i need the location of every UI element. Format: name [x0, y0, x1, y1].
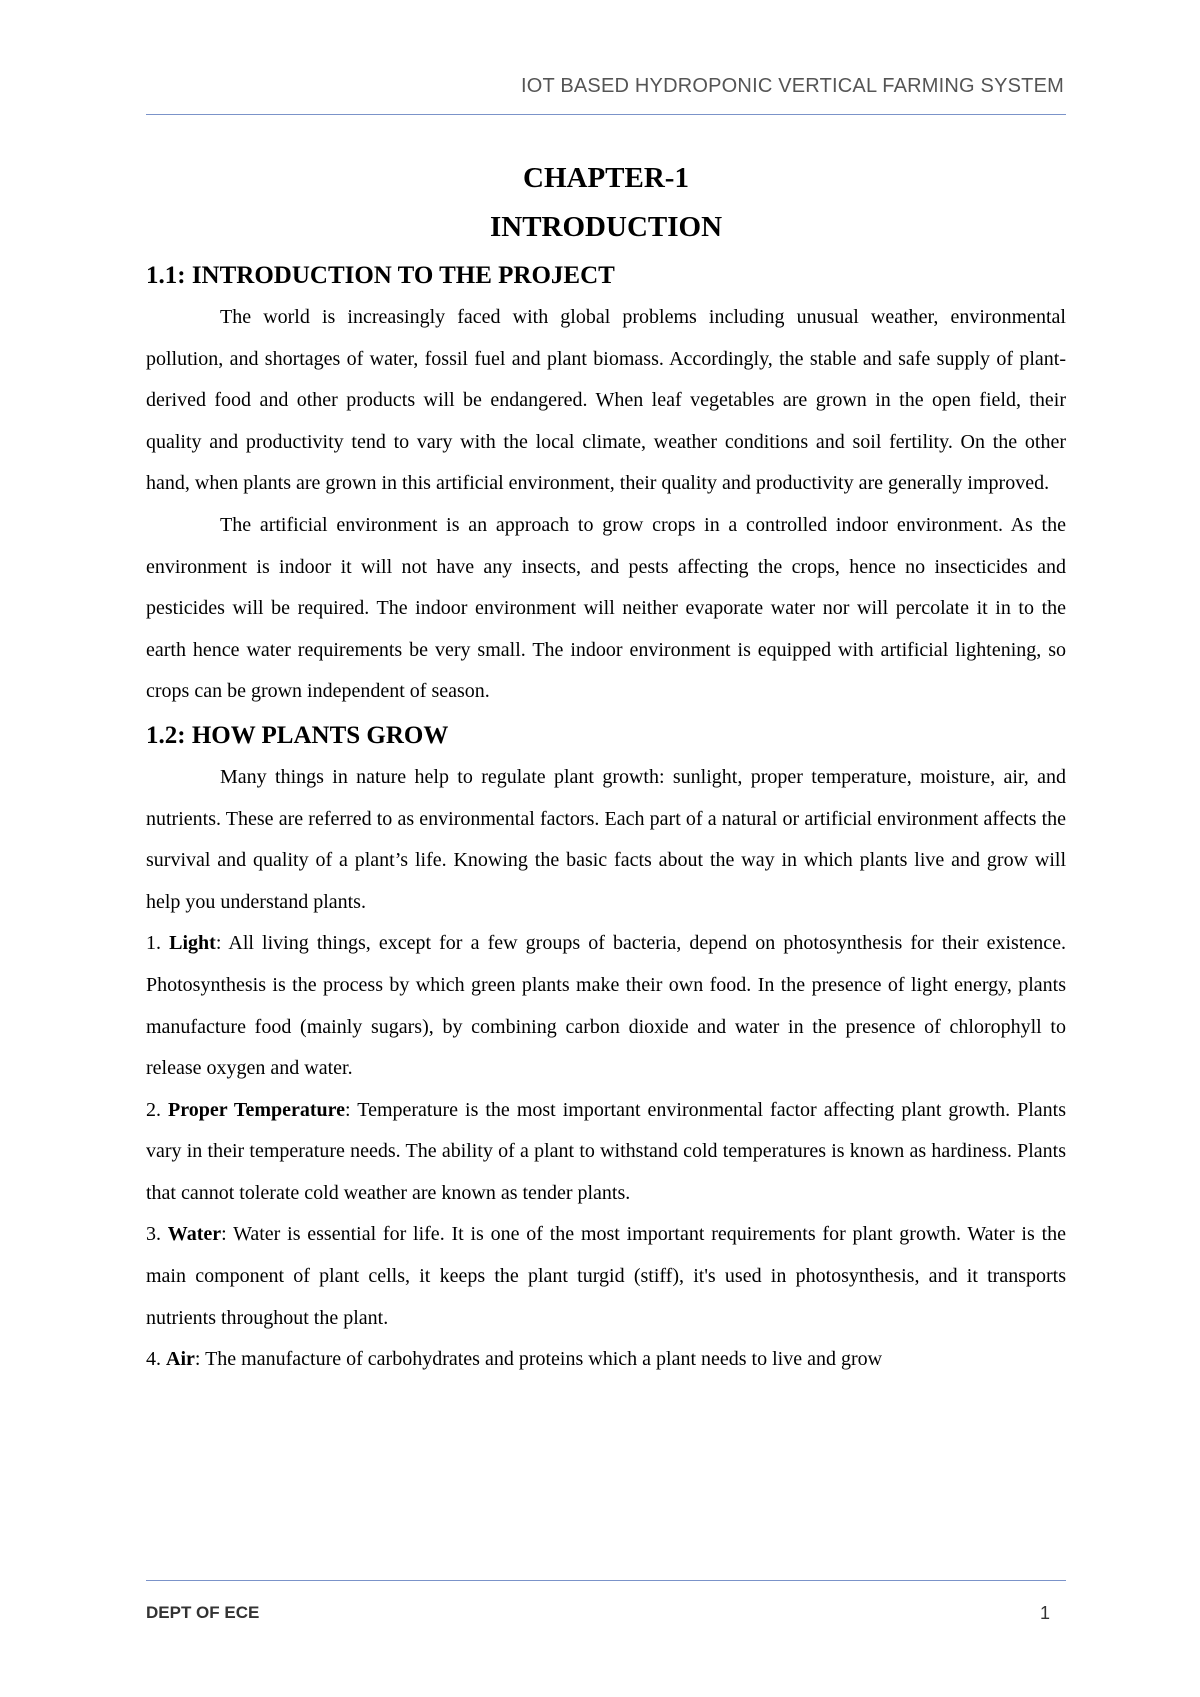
list-item-number: 1. [146, 932, 161, 955]
paragraph: Many things in nature help to regulate plant growth: sunlight, proper temperature, moisture, air, and nutrients. These are referred to as environmental factors. Each part of a natural or artificial environment affects the survival and quality of a plant’s life. Knowing the basic facts about the way in which plants live and grow will help you understand plants. [146, 765, 1066, 913]
list-item-number: 4. [146, 1348, 161, 1371]
running-header: IOT BASED HYDROPONIC VERTICAL FARMING SYSTEM [521, 75, 1064, 97]
paragraph: The artificial environment is an approach to grow crops in a controlled indoor environment. As the environment is indoor it will not have any insects, and pests affecting the crops, hence no insecticides and pesticides will be required. The indoor environment will neither evaporate water nor will percolate it in to the earth hence water requirements be very small. The indoor environment is equipped with artificial lightening, so crops can be grown independent of season. [146, 513, 1066, 703]
chapter-title: INTRODUCTION [489, 211, 723, 243]
list-item-number: 3. [146, 1223, 161, 1246]
header-divider [146, 114, 1066, 115]
list-item-air [146, 1339, 1066, 1381]
chapter-number: CHAPTER-1 [523, 162, 689, 194]
footer-divider [146, 1580, 1066, 1581]
page-body [146, 150, 1066, 1381]
section-heading-1-2: 1.2: HOW PLANTS GROW [146, 721, 449, 749]
page-number: 1 [1039, 1603, 1050, 1623]
list-item-temperature [146, 1090, 1066, 1215]
list-item-text: : Temperature is the most important environmental factor affecting plant growth. Plants vary in their temperature needs. The ability of a plant to withstand cold temperatures is known as hardiness. Plants that cannot tolerate cold weather are known as tender plants. [146, 1098, 1067, 1204]
list-item-text: : Water is essential for life. It is one of the most important requirements for plant growth. Water is the main component of plant cells, it keeps the plant turgid (stiff), it's used in photosynthesis, and it transports nutrients throughout the plant. [146, 1223, 1067, 1329]
list-item-term: Air [166, 1348, 195, 1371]
list-item-number: 2. [146, 1098, 161, 1121]
list-item-text: : All living things, except for a few groups of bacteria, depend on photosynthesis for their existence. Photosynthesis is the process by which green plants make their own food. In the presence of light energy, plants manufacture food (mainly sugars), by combining carbon dioxide and water in the presence of chlorophyll to release oxygen and water. [146, 932, 1067, 1080]
list-item-water [146, 1214, 1066, 1339]
list-item-term: Water [167, 1223, 222, 1246]
list-item-term: Light [169, 932, 216, 955]
list-item-light [146, 923, 1066, 1089]
paragraph: The world is increasingly faced with global problems including unusual weather, environmental pollution, and shortages of water, fossil fuel and plant biomass. Accordingly, the stable and safe supply of plant-derived food and other products will be endangered. When leaf vegetables are grown in the open field, their quality and productivity tend to vary with the local climate, weather conditions and soil fertility. On the other hand, when plants are grown in this artificial environment, their quality and productivity are generally improved. [146, 306, 1066, 495]
list-item-text: : The manufacture of carbohydrates and proteins which a plant needs to live and grow [194, 1348, 883, 1371]
footer-department: DEPT OF ECE [146, 1603, 260, 1622]
list-item-term: Proper Temperature [168, 1098, 346, 1121]
section-heading-1-1: 1.1: INTRODUCTION TO THE PROJECT [146, 262, 615, 289]
